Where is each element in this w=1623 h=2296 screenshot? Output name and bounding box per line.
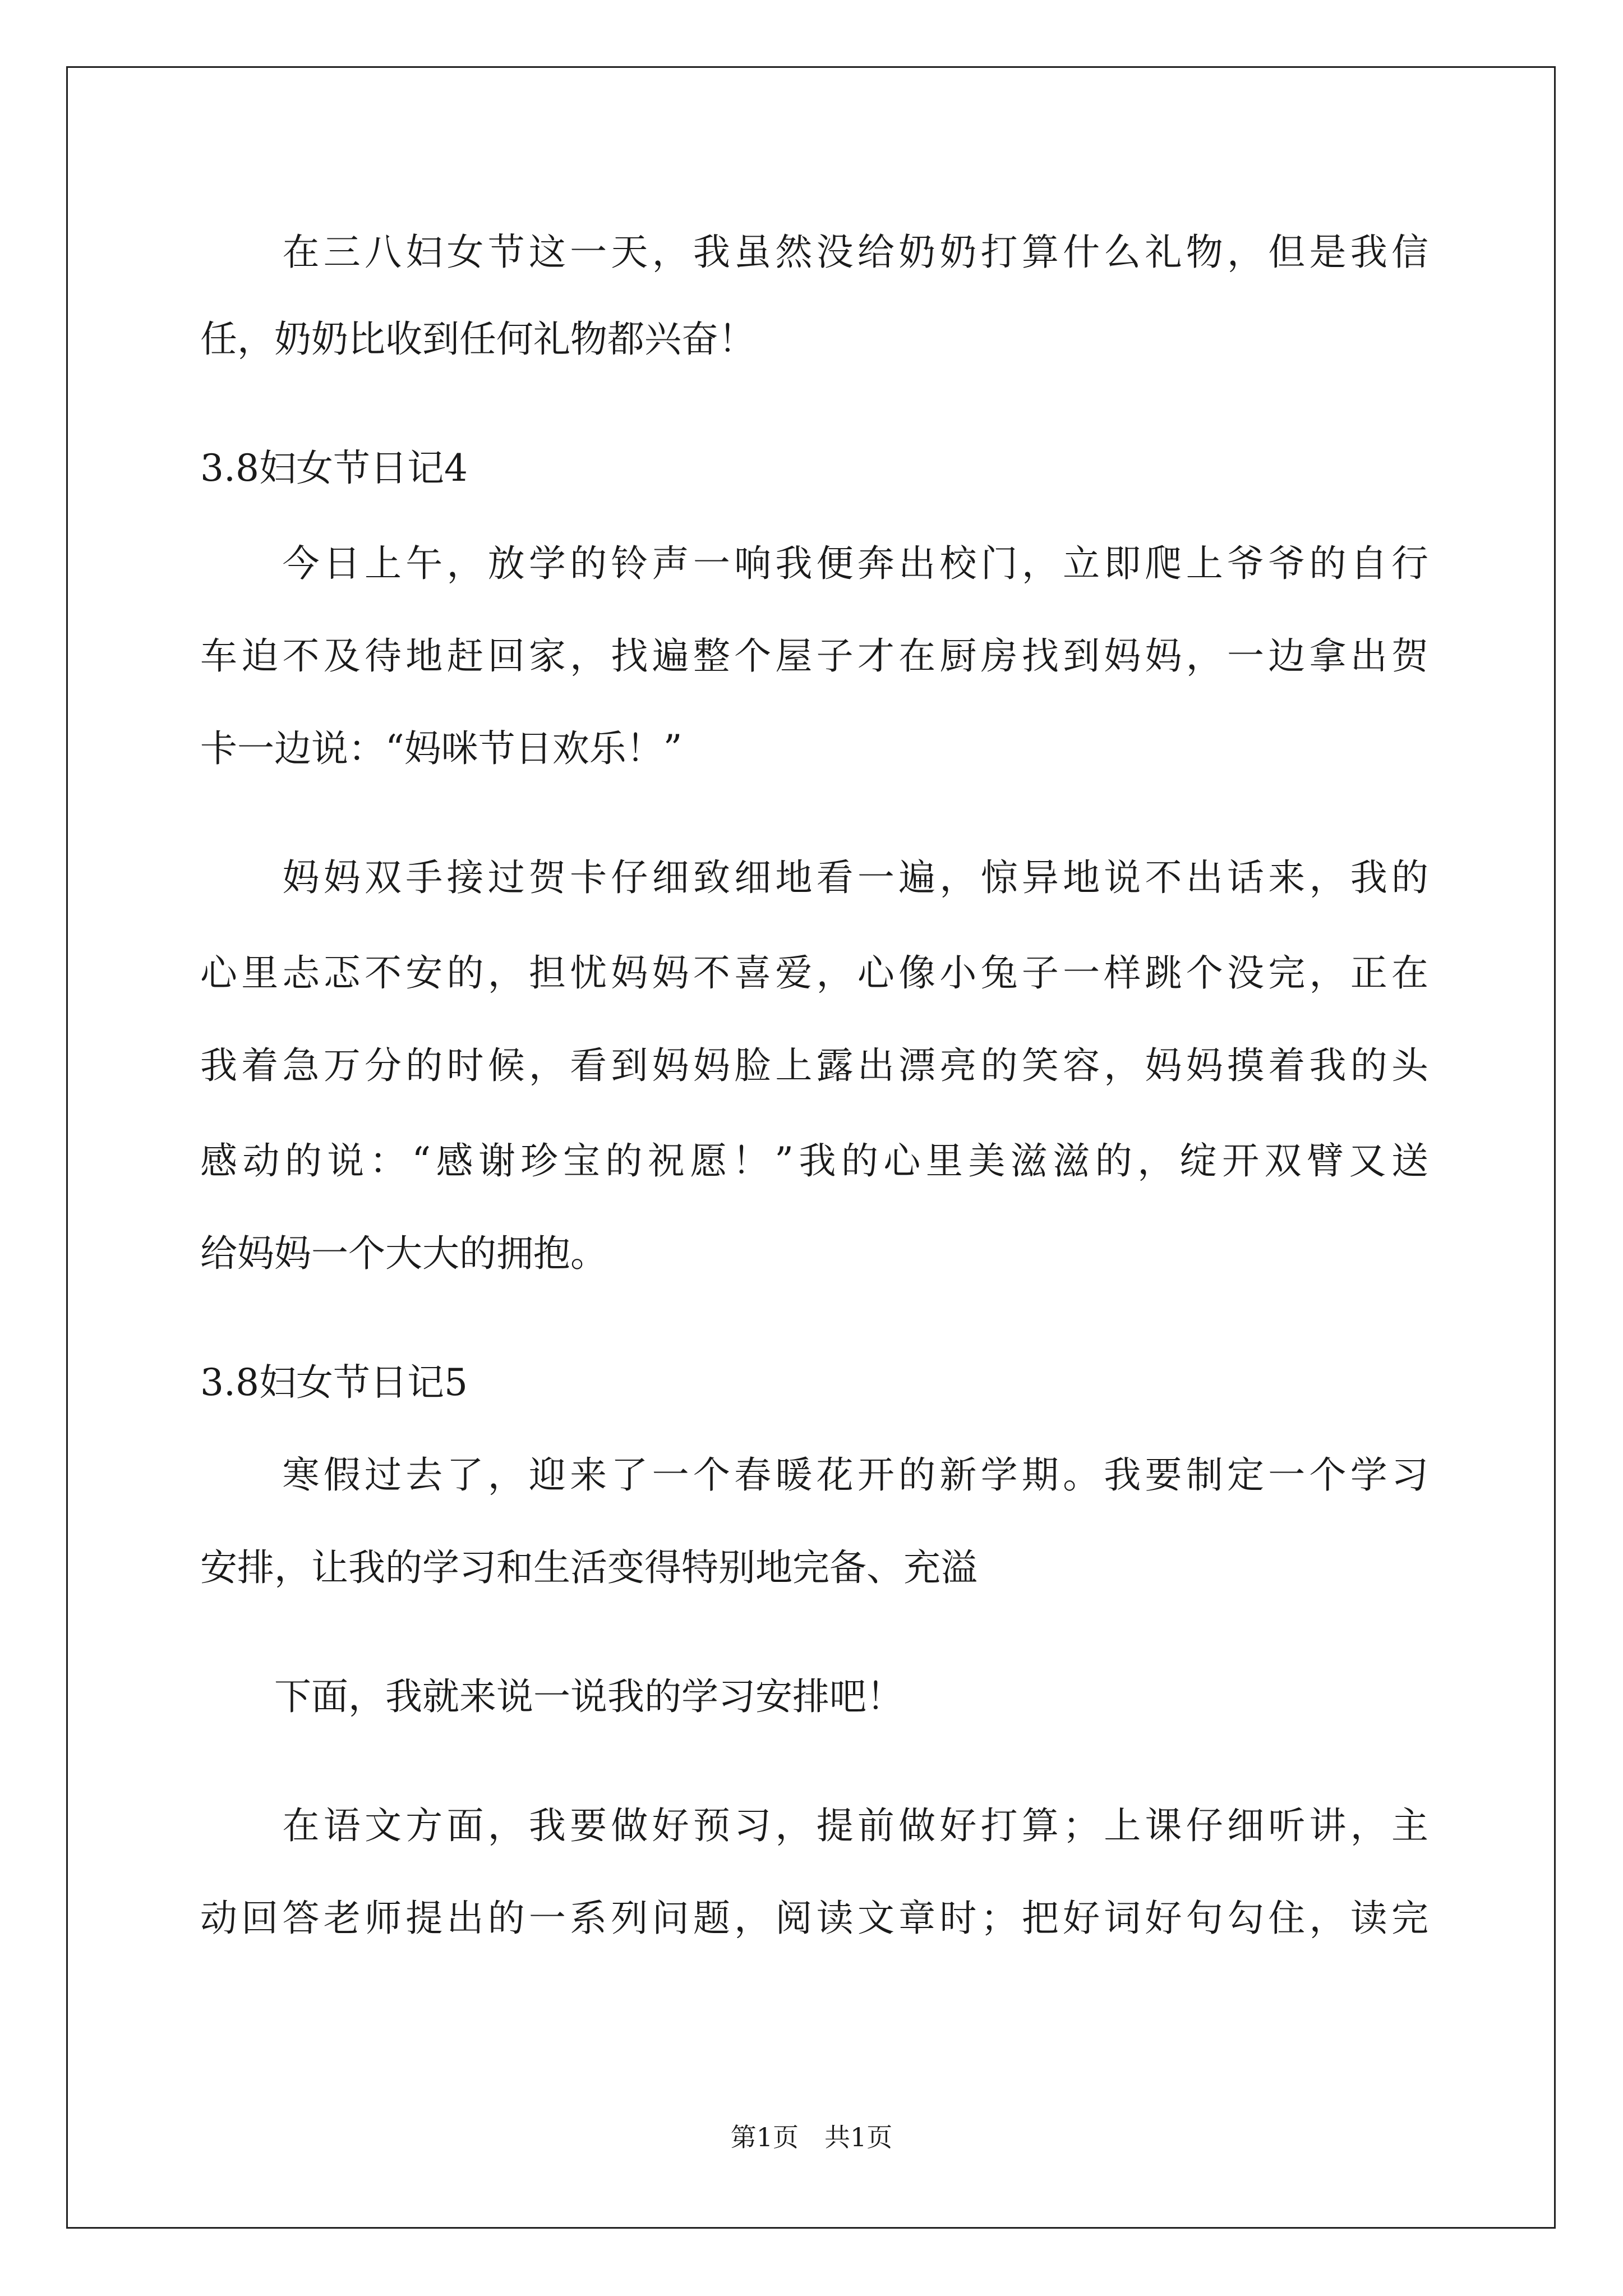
text-line: 我着急万分的时候，看到妈妈脸上露出漂亮的笑容，妈妈摸着我的头 <box>200 1044 1428 1087</box>
text-line: 在三八妇女节这一天，我虽然没给奶奶打算什么礼物，但是我信 <box>200 231 1428 274</box>
text-line: 车迫不及待地赶回家，找遍整个屋子才在厨房找到妈妈，一边拿出贺 <box>200 634 1428 678</box>
text-line: 给妈妈一个大大的拥抱。 <box>200 1232 607 1275</box>
text-line: 今日上午，放学的铃声一响我便奔出校门，立即爬上爷爷的自行 <box>200 542 1428 585</box>
text-line: 卡一边说：“妈咪节日欢乐！” <box>200 727 683 770</box>
page-footer: 第1页 共1页 <box>730 2122 893 2152</box>
text-line: 安排，让我的学习和生活变得特别地完备、充溢 <box>200 1546 978 1589</box>
text-line: 下面，我就来说一说我的学习安排吧！ <box>200 1675 903 1718</box>
text-line: 感动的说：“感谢珍宝的祝愿！”我的心里美滋滋的，绽开双臂又送 <box>200 1139 1428 1182</box>
text-line: 动回答老师提出的一系列问题，阅读文章时；把好词好句勾住，读完 <box>200 1897 1428 1940</box>
text-line: 在语文方面，我要做好预习，提前做好打算；上课仔细听讲，主 <box>200 1804 1428 1847</box>
text-line: 心里忐忑不安的，担忧妈妈不喜爱，心像小兔子一样跳个没完，正在 <box>200 951 1428 995</box>
text-line: 任，奶奶比收到任何礼物都兴奋！ <box>200 318 755 361</box>
text-line: 寒假过去了，迎来了一个春暖花开的新学期。我要制定一个学习 <box>200 1453 1428 1497</box>
text-line: 妈妈双手接过贺卡仔细致细地看一遍，惊异地说不出话来，我的 <box>200 856 1428 899</box>
section-heading: 3.8妇女节日记5 <box>200 1361 468 1404</box>
section-heading: 3.8妇女节日记4 <box>200 447 468 490</box>
